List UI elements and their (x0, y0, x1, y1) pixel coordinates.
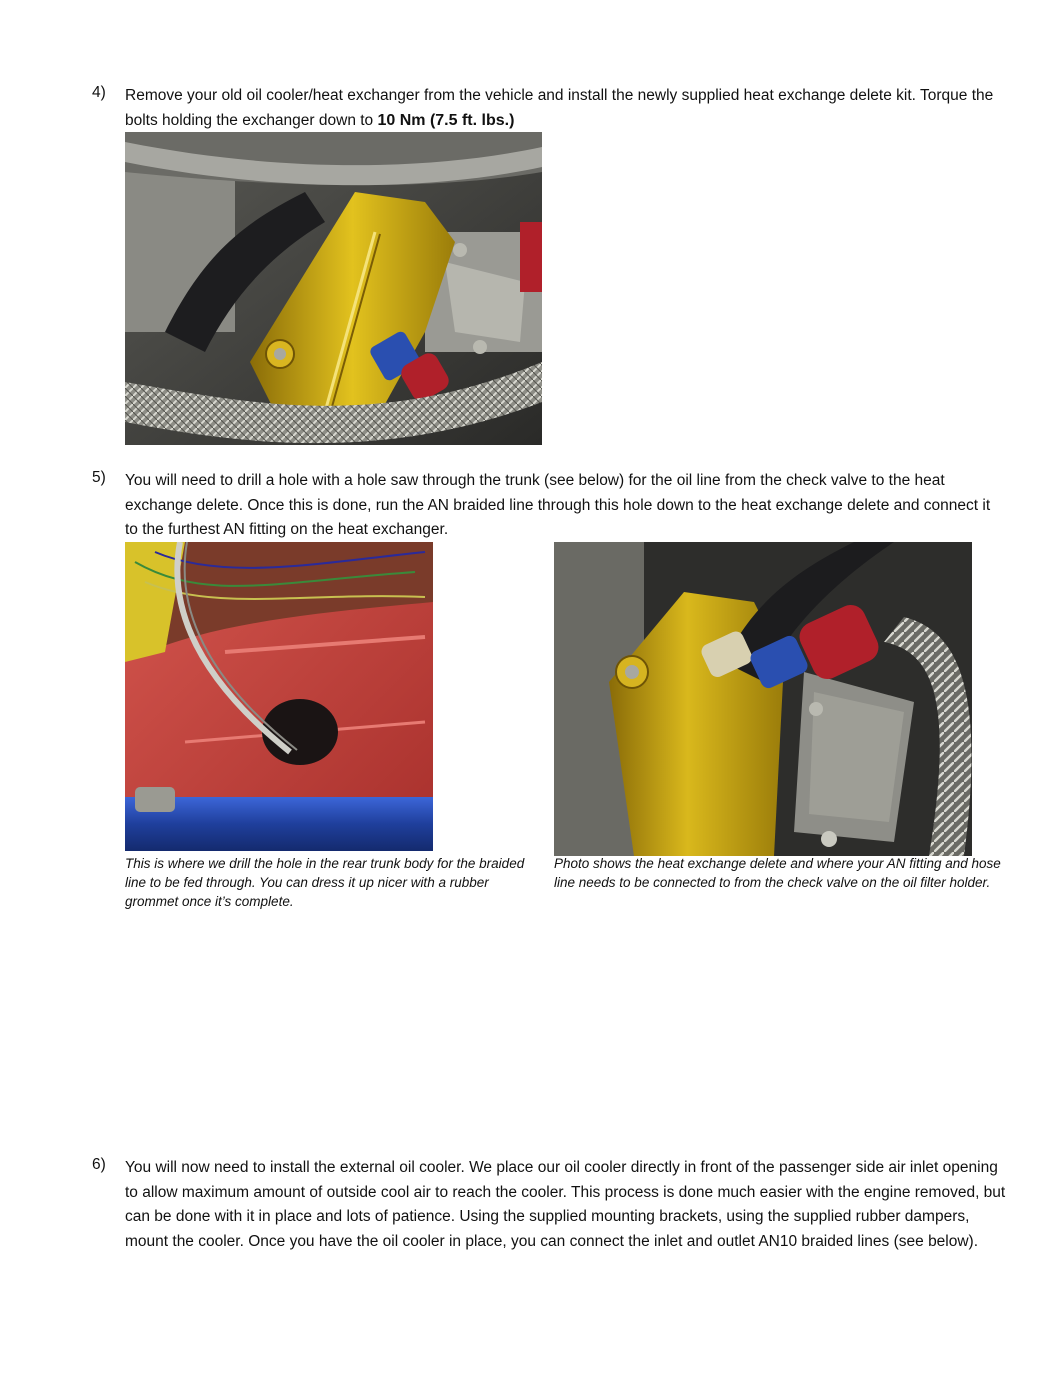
step-5-text: You will need to drill a hole with a hole saw through the trunk (see below) for the oil line from the check valve to the heat exchange delete. Once this is done, run the AN braided line through this hole down to the heat exchange delete and connect it to the furthest AN fitting on the heat exchanger. (125, 472, 991, 538)
step-6 (92, 1156, 1007, 1254)
step-4-text: Remove your old oil cooler/heat exchanger from the vehicle and install the newly supplied heat exchange delete kit. Torque the bolts holding the exchanger down to (125, 87, 994, 129)
heat-exchange-delete-photo (554, 542, 972, 856)
torque-spec: 10 Nm (7.5 ft. lbs.) (377, 111, 515, 129)
step-text (125, 84, 1007, 133)
trunk-hole-photo (125, 542, 433, 851)
step-5 (92, 469, 1007, 543)
step-4 (92, 84, 1007, 133)
step-number: 6) (92, 1156, 106, 1173)
step-number: 5) (92, 469, 106, 486)
trunk-hole-caption: This is where we drill the hole in the rear trunk body for the braided line to be fed through. You can dress it up nicer with a rubber grommet once it’s complete. (125, 856, 525, 909)
heat-exchanger-installed-photo (125, 132, 542, 445)
heat-exchange-caption: Photo shows the heat exchange delete and where your AN fitting and hose line needs to be connected to from the check valve on the oil filter holder. (554, 856, 1001, 890)
step-6-text: You will now need to install the external oil cooler. We place our oil cooler directly in front of the passenger side air inlet opening to allow maximum amount of outside cool air to reach the cooler. This process is done much easier with the engine removed, but can be done with it in place and lots of patience. Using the supplied mounting brackets, using the supplied rubber dampers, mount the cooler. Once you have the oil cooler in place, you can connect the inlet and outlet AN10 braided lines (see below). (125, 1159, 1006, 1250)
step-number: 4) (92, 84, 106, 101)
